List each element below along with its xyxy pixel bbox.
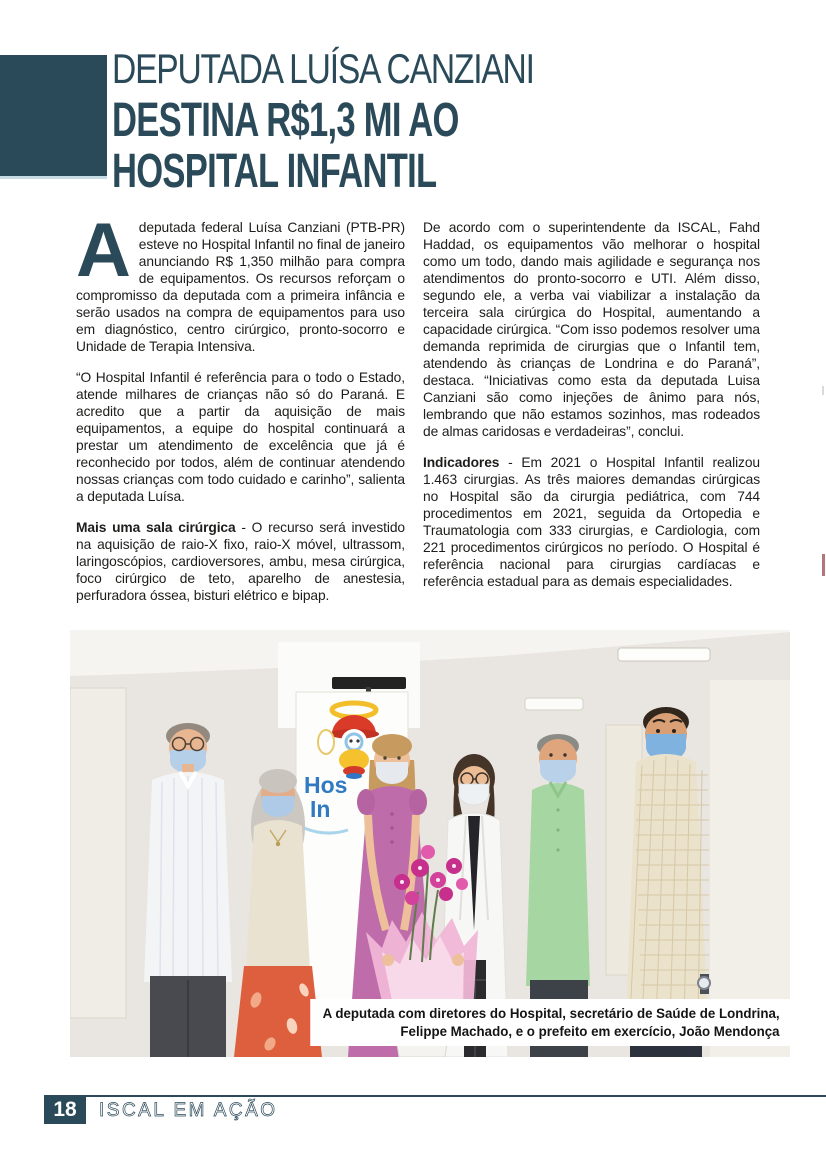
paragraph-intro <box>76 208 405 355</box>
title-line-3: HOSPITAL INFANTIL <box>112 145 437 198</box>
photo-caption <box>310 999 790 1046</box>
photo-caption-line-1: A deputada com diretores do Hospital, secretário de Saúde de Londrina, <box>322 1005 780 1021</box>
photo-illustration <box>70 630 790 1057</box>
paragraph-lead-sala: Mais uma sala cirúrgica <box>76 520 236 535</box>
paragraph-sala-cirurgica <box>76 519 405 604</box>
title-line-1: DEPUTADA LUÍSA CANZIANI <box>112 45 534 92</box>
banner-text-line-2: In <box>310 796 331 822</box>
article-column-left <box>76 208 406 618</box>
face-mask-icon <box>262 796 294 817</box>
ceiling-light-icon <box>525 698 583 710</box>
paragraph-indicadores-text: - Em 2021 o Hospital Infantil realizou 1.463 cirurgias. As três maiores demandas cirúrgicas no Hospital são da cirurgia pediátrica, com 744 procedimentos em 2021, seguida da Ortopedia e Traumatologia com 333 cirurgias, e Cardiologia, com 221 procedimentos cirúrgicos no período. O Hospital é referência nacional para cirurgias cardíacas e referência estadual para as demais especialidades. <box>423 455 760 589</box>
paragraph-intro-text: deputada federal Luísa Canziani (PTB-PR) esteve no Hospital Infantil no final de janeiro anunciando R$ 1,350 milhão para compra de equipamentos. Os recursos reforçam o compromisso da deputada com a primeira infância e serão usados na compra de equipamentos para uso em diagnóstico, centro cirúrgico, pronto-socorro e Unidade de Terapia Intensiva. <box>76 220 405 354</box>
drop-cap: A <box>76 208 131 293</box>
face-mask-icon <box>459 784 489 805</box>
paragraph-sala-text: - O recurso será investido na aquisição de raio-X fixo, raio-X móvel, ultrassom, laringoscópios, cardioversores, ambu, mesa cirúrgica, foco cirúrgico de teto, aparelho de anestesia, perfuradora óssea, bisturi elétrico e bipap. <box>76 520 406 603</box>
ceiling-light-icon <box>618 648 710 661</box>
paragraph-superintendente: De acordo com o superintendente da ISCAL, Fahd Haddad, os equipamentos vão melhorar o hospital como um todo, dando mais agilidade e segurança nos atendimentos do pronto-socorro e UTI. Além disso, segundo ele, a verba vai viabilizar a instalação da terceira sala cirúrgica do Hospital, aumentando a capacidade cirúrgica. “Com isso podemos resolver uma demanda reprimida de cirurgias que o Infantil tem, atendendo às crianças de Londrina e do Paraná”, destaca. “Iniciativas como esta da deputada Luisa Canziani são como injeções de ânimo para nós, lembrando que não estamos sozinhos, mas rodeados de almas caridosas e verdadeiras”, conclui. <box>423 220 760 439</box>
page-edge-mark <box>822 554 825 576</box>
paragraph-quote: “O Hospital Infantil é referência para o todo o Estado, atende milhares de crianças não só do Paraná. E acredito que a partir da aquisição de mais equipamentos, a equipe do hospital continuará a prestar um atendimento de excelência que já é reconhecido por todos, além de continuar atendendo nossas crianças com todo cuidado e carinho”, salienta a deputada Luísa. <box>76 370 405 504</box>
accent-square <box>0 55 107 176</box>
page-edge-mark <box>822 386 824 395</box>
article-photo <box>70 630 790 1057</box>
face-mask-icon <box>540 760 576 783</box>
photo-left-door <box>70 688 126 1018</box>
title-line-2: DESTINA R$1,3 MI AO <box>112 94 459 147</box>
page-number-badge: 18 <box>44 1095 86 1124</box>
paragraph-lead-indicadores: Indicadores <box>423 455 500 470</box>
photo-caption-line-2: Felippe Machado, e o prefeito em exercício, João Mendonça <box>400 1023 780 1039</box>
banner-text-line-1: Hos <box>304 772 348 798</box>
footer-rule <box>44 1095 826 1097</box>
article-column-right <box>423 219 760 604</box>
paragraph-indicadores <box>423 454 760 590</box>
footer-section-title: ISCAL EM AÇÃO <box>99 1100 278 1121</box>
accent-square-underline <box>0 176 107 179</box>
page-title <box>112 42 639 197</box>
